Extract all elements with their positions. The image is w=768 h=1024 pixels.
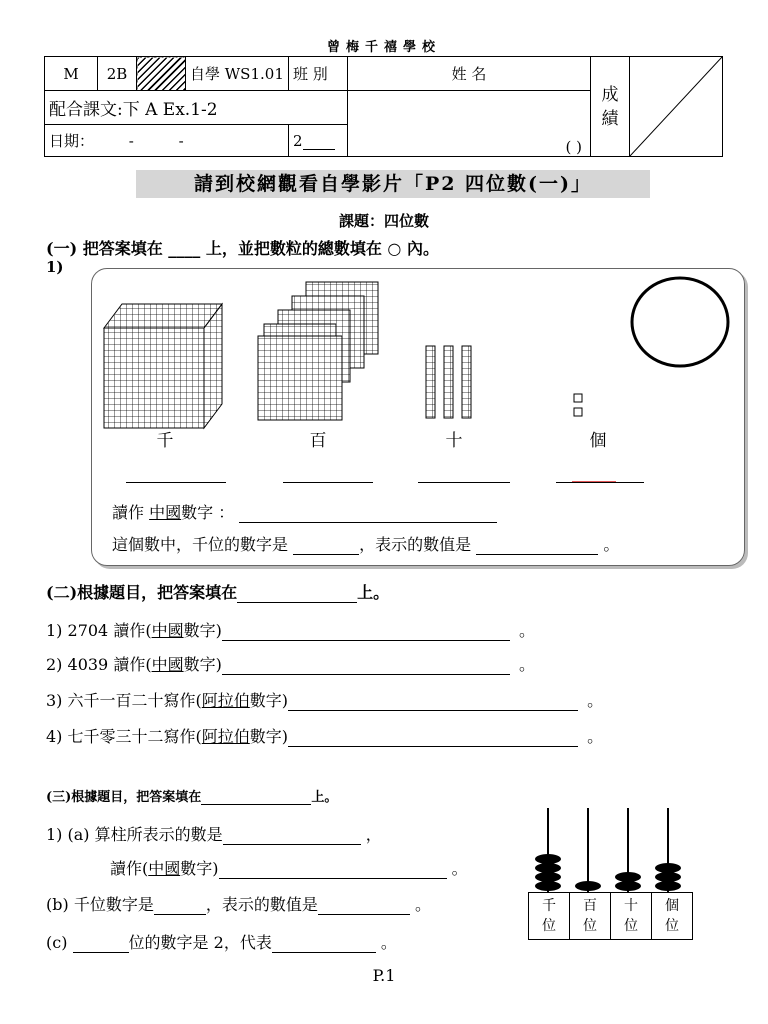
s2-answer-blank[interactable] [222, 658, 510, 675]
date-sep-2: - [178, 132, 184, 150]
abacus-labels [528, 892, 693, 940]
s2-item-2 [46, 652, 535, 675]
s2-item-after: 數字) [183, 621, 222, 640]
class-code-cell: 2B [98, 57, 137, 91]
abacus-bead-ten [615, 881, 641, 891]
topic-title: 課題：四位數 [338, 212, 429, 230]
read-as-line [112, 500, 497, 523]
s3-c-end: 。 [380, 933, 397, 952]
video-banner: 請到校網觀看自學影片「P2 四位數(一)」 [136, 170, 650, 198]
section1-heading: (一) 把答案填在 ____ 上，並把數粒的總數填在 ○ 內。 [46, 239, 439, 258]
abacus-bead-thousand [535, 872, 561, 882]
abacus-label-hundred: 百 位 [570, 893, 611, 940]
s3-c-line [46, 930, 397, 953]
thousands-mid: ，表示的數值是 [359, 535, 472, 554]
answer-blank-hundred[interactable] [283, 482, 373, 483]
section3-heading-suffix: 上。 [311, 790, 338, 805]
section2-heading-blank [237, 586, 357, 603]
s3-a-read-u: 中國 [148, 859, 181, 878]
place-ten: 十 [445, 431, 463, 451]
answer-blank-one[interactable] [556, 482, 644, 483]
s2-item-num: 3) [46, 691, 63, 710]
section1-qnum: 1) [46, 258, 64, 276]
place-hundred: 百 [309, 431, 327, 451]
section2-heading-suffix: 上。 [357, 583, 390, 602]
s2-item-text: 七千零三十二寫作( [67, 727, 202, 746]
grade-cell [630, 57, 723, 157]
class-value-cell [289, 125, 348, 157]
s3-a-text: 1) (a) 算柱所表示的數是 [46, 825, 223, 844]
s2-item-underlined: 中國 [151, 621, 184, 640]
total-circle [630, 276, 730, 370]
header-table [44, 56, 723, 157]
s2-item-after: 數字) [183, 655, 222, 674]
s3-b-digit-blank[interactable] [154, 898, 206, 915]
thousand-cube [104, 304, 222, 428]
red-mark [572, 481, 616, 482]
abacus-bead-one [655, 872, 681, 882]
s2-item-after: 數字) [249, 691, 289, 710]
s3-a-read-prefix: 讀作( [110, 859, 149, 878]
date-label: 日期： [49, 132, 95, 150]
number-cell: ( ) [348, 91, 591, 157]
s2-item-num: 4) [46, 727, 63, 746]
section3-heading-blank [201, 791, 311, 805]
s3-a-blank[interactable] [223, 828, 361, 845]
s2-item-after: 數字) [249, 727, 289, 746]
s2-item-underlined: 中國 [151, 655, 184, 674]
grade-label-cell: 成績 [591, 57, 630, 157]
unit-cubes [574, 394, 582, 416]
hundred-flats [258, 282, 378, 420]
s3-a-read-blank[interactable] [219, 862, 447, 879]
page-number: P.1 [372, 966, 396, 985]
hatch-cell [137, 57, 186, 91]
school-name: 曾梅千禧學校 [326, 40, 441, 55]
answer-blank-thousand[interactable] [126, 482, 226, 483]
s3-a-read-line [110, 856, 468, 879]
abacus-bead-one [655, 863, 681, 873]
s3-c-place-blank[interactable] [73, 936, 129, 953]
abacus-bead-thousand [535, 854, 561, 864]
s3-a-read-suffix: 數字) [180, 859, 219, 878]
s3-a-comma: ， [365, 825, 382, 844]
abacus-bead-hundred [575, 881, 601, 891]
abacus-label-one: 個 位 [652, 893, 693, 940]
worksheet-cell: 自學 WS1.01 [186, 57, 289, 91]
answer-blank-ten[interactable] [418, 482, 510, 483]
s2-item-4 [46, 724, 603, 747]
class-blank [303, 135, 335, 150]
section3-heading [46, 786, 337, 805]
read-as-chinese: 中國 [149, 503, 182, 522]
s2-answer-blank[interactable] [288, 694, 578, 711]
place-thousand: 千 [156, 431, 174, 451]
s2-item-num: 2) [46, 655, 63, 674]
place-one: 個 [589, 431, 607, 451]
s3-a-read-end: 。 [451, 859, 468, 878]
s3-b-line [46, 892, 431, 915]
abacus-bead-ten [615, 872, 641, 882]
class-value: 2 [293, 131, 303, 150]
date-cell [45, 125, 289, 157]
s3-a-line [46, 822, 382, 845]
s2-item-3 [46, 688, 603, 711]
s2-answer-blank[interactable] [288, 730, 578, 747]
s3-b-value-blank[interactable] [318, 898, 410, 915]
s2-item-1 [46, 618, 535, 641]
s2-item-end: 。 [587, 727, 604, 746]
thousands-end: 。 [603, 535, 620, 554]
s3-c-prefix: (c) [46, 933, 68, 952]
s3-c-value-blank[interactable] [272, 936, 376, 953]
level-cell: M [45, 57, 98, 91]
s2-item-end: 。 [518, 621, 535, 640]
thousands-value-blank[interactable] [476, 538, 598, 555]
thousands-prefix: 這個數中，千位的數字是 [112, 535, 289, 554]
name-label-cell: 姓 名 [348, 57, 591, 91]
s3-c-mid: 位的數字是 2，代表 [128, 933, 272, 952]
base-ten-blocks [96, 272, 646, 432]
abacus-label-thousand: 千 位 [529, 893, 570, 940]
abacus-bead-thousand [535, 881, 561, 891]
abacus-rods [528, 806, 688, 896]
s2-item-underlined: 阿拉伯 [201, 727, 250, 746]
lesson-ref-cell: 配合課文:下 A Ex.1-2 [45, 91, 348, 125]
s2-item-num: 1) [46, 621, 63, 640]
section2-heading [46, 580, 389, 603]
s2-item-end: 。 [518, 655, 535, 674]
date-sep-1: - [128, 132, 134, 150]
abacus-bead-one [655, 881, 681, 891]
s2-item-text: 2704 讀作( [67, 621, 152, 640]
section2-heading-prefix: (二)根據題目，把答案填在 [46, 583, 238, 602]
ten-rods [426, 346, 471, 418]
thousands-line [112, 532, 619, 555]
abacus-bead-thousand [535, 863, 561, 873]
s3-b-end: 。 [414, 895, 431, 914]
thousands-digit-blank[interactable] [293, 538, 359, 555]
read-as-blank[interactable] [239, 506, 497, 523]
read-as-prefix: 讀作 [112, 503, 145, 522]
s2-item-underlined: 阿拉伯 [201, 691, 250, 710]
s2-item-end: 。 [587, 691, 604, 710]
s3-b-prefix: (b) 千位數字是 [46, 895, 154, 914]
s2-answer-blank[interactable] [222, 624, 510, 641]
class-label-cell: 班 別 [289, 57, 348, 91]
s3-b-mid: ，表示的數值是 [205, 895, 318, 914]
section3-heading-prefix: (三)根據題目，把答案填在 [46, 790, 202, 805]
s2-item-text: 六千一百二十寫作( [67, 691, 202, 710]
s2-item-text: 4039 讀作( [67, 655, 152, 674]
read-as-suffix: 數字 ： [181, 503, 235, 522]
abacus-label-ten: 十 位 [611, 893, 652, 940]
